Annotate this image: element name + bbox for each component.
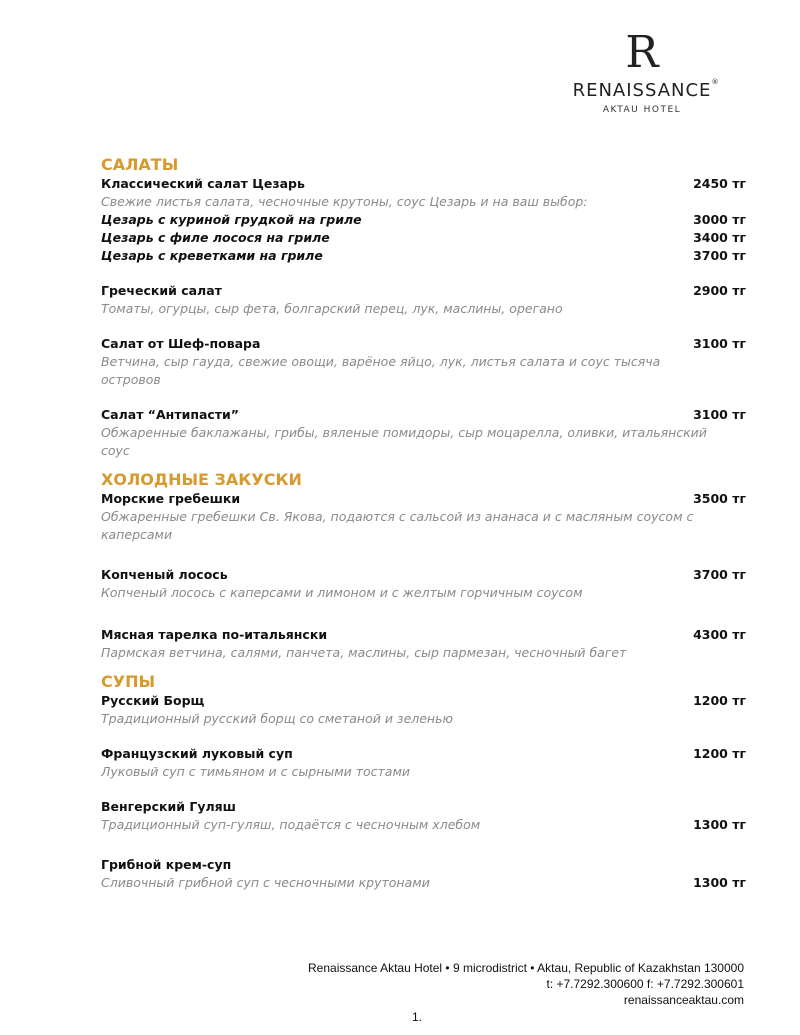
item-price: 1200 тг bbox=[693, 746, 746, 761]
item-description: Ветчина, сыр гауда, свежие овощи, варёное яйцо, лук, листья салата и соус тысяча островов bbox=[101, 354, 661, 387]
logo-brand-name: RENAISSANCE ® bbox=[572, 78, 720, 101]
footer-address: Renaissance Aktau Hotel • 9 microdistrict • Aktau, Republic of Kazakhstan 130000 bbox=[308, 961, 744, 975]
item-description: Традиционный суп-гуляш, подаётся с чесночным хлебом bbox=[101, 817, 481, 832]
item-description: Томаты, огурцы, сыр фета, болгарский перец, лук, маслины, орегано bbox=[101, 301, 563, 316]
menu-item-chef-salad bbox=[101, 335, 746, 389]
menu-item-meat-platter bbox=[101, 626, 746, 662]
item-name: Копченый лосось bbox=[101, 567, 228, 582]
menu-item-goulash bbox=[101, 798, 746, 834]
item-name: Греческий салат bbox=[101, 283, 222, 298]
variant-row bbox=[101, 229, 746, 247]
item-name: Морские гребешки bbox=[101, 491, 241, 506]
menu-item-borscht bbox=[101, 692, 746, 728]
item-description: Свежие листья салата, чесночные крутоны, соус Цезарь и на ваш выбор: bbox=[101, 194, 588, 209]
item-price: 3500 тг bbox=[693, 491, 746, 506]
item-name: Русский Борщ bbox=[101, 693, 205, 708]
page-number: 1. bbox=[412, 1010, 423, 1024]
menu-item-scallops bbox=[101, 490, 746, 544]
variant-row bbox=[101, 247, 746, 265]
item-description: Обжаренные гребешки Св. Якова, подаются с сальсой из ананаса и с масляным соусом с каперсами bbox=[101, 509, 694, 542]
item-description: Обжаренные баклажаны, грибы, вяленые помидоры, сыр моцарелла, оливки, итальянский соус bbox=[101, 425, 707, 458]
item-name: Грибной крем-суп bbox=[101, 857, 232, 872]
item-price: 2450 тг bbox=[693, 176, 746, 191]
item-price: 1300 тг bbox=[693, 817, 746, 832]
item-price: 3100 тг bbox=[693, 336, 746, 351]
variant-name: Цезарь с креветками на гриле bbox=[101, 248, 323, 263]
menu-item-greek-salad bbox=[101, 282, 746, 318]
footer-phones: t: +7.7292.300600 f: +7.7292.300601 bbox=[546, 977, 744, 991]
footer-website: renaissanceaktau.com bbox=[623, 993, 744, 1007]
section-soups bbox=[101, 672, 746, 892]
menu-item-caesar bbox=[101, 175, 746, 265]
item-name: Салат “Антипасти” bbox=[101, 407, 240, 422]
section-salads bbox=[101, 155, 746, 460]
item-price: 4300 тг bbox=[693, 627, 746, 642]
variant-name: Цезарь с филе лосося на гриле bbox=[101, 230, 330, 245]
item-description: Луковый суп с тимьяном и с сырными тостами bbox=[101, 764, 411, 779]
item-price: 1200 тг bbox=[693, 693, 746, 708]
section-title: САЛАТЫ bbox=[101, 155, 179, 174]
logo-subtitle: AKTAU HOTEL bbox=[602, 105, 682, 115]
variant-name: Цезарь с куриной грудкой на гриле bbox=[101, 212, 362, 227]
footer-contact bbox=[308, 960, 744, 1008]
variant-price: 3000 тг bbox=[693, 212, 746, 227]
variant-row bbox=[101, 211, 746, 229]
menu-item-mushroom-soup bbox=[101, 856, 746, 892]
logo-letter: R bbox=[625, 27, 659, 78]
hotel-logo bbox=[556, 28, 728, 115]
menu bbox=[101, 155, 746, 892]
item-name: Венгерский Гуляш bbox=[101, 799, 236, 814]
item-name: Классический салат Цезарь bbox=[101, 176, 305, 191]
item-price: 3700 тг bbox=[693, 567, 746, 582]
item-name: Французский луковый суп bbox=[101, 746, 293, 761]
item-price: 1300 тг bbox=[693, 875, 746, 890]
item-price: 3100 тг bbox=[693, 407, 746, 422]
item-description: Сливочный грибной суп с чесночными крутонами bbox=[101, 875, 430, 890]
menu-item-smoked-salmon bbox=[101, 566, 746, 602]
menu-item-onion-soup bbox=[101, 745, 746, 781]
variant-price: 3400 тг bbox=[693, 230, 746, 245]
section-title: СУПЫ bbox=[101, 672, 156, 691]
item-description: Копченый лосось с каперсами и лимоном и с желтым горчичным соусом bbox=[101, 585, 583, 600]
item-description: Пармская ветчина, салями, панчета, маслины, сыр пармезан, чесночный багет bbox=[101, 645, 627, 660]
section-cold-appetizers bbox=[101, 470, 746, 662]
section-title: ХОЛОДНЫЕ ЗАКУСКИ bbox=[101, 470, 302, 489]
menu-item-antipasti-salad bbox=[101, 406, 746, 460]
registered-mark: ® bbox=[711, 78, 720, 86]
item-name: Салат от Шеф-повара bbox=[101, 336, 261, 351]
item-price: 2900 тг bbox=[693, 283, 746, 298]
variant-price: 3700 тг bbox=[693, 248, 746, 263]
item-name: Мясная тарелка по-итальянски bbox=[101, 627, 328, 642]
item-description: Традиционный русский борщ со сметаной и зеленью bbox=[101, 711, 453, 726]
